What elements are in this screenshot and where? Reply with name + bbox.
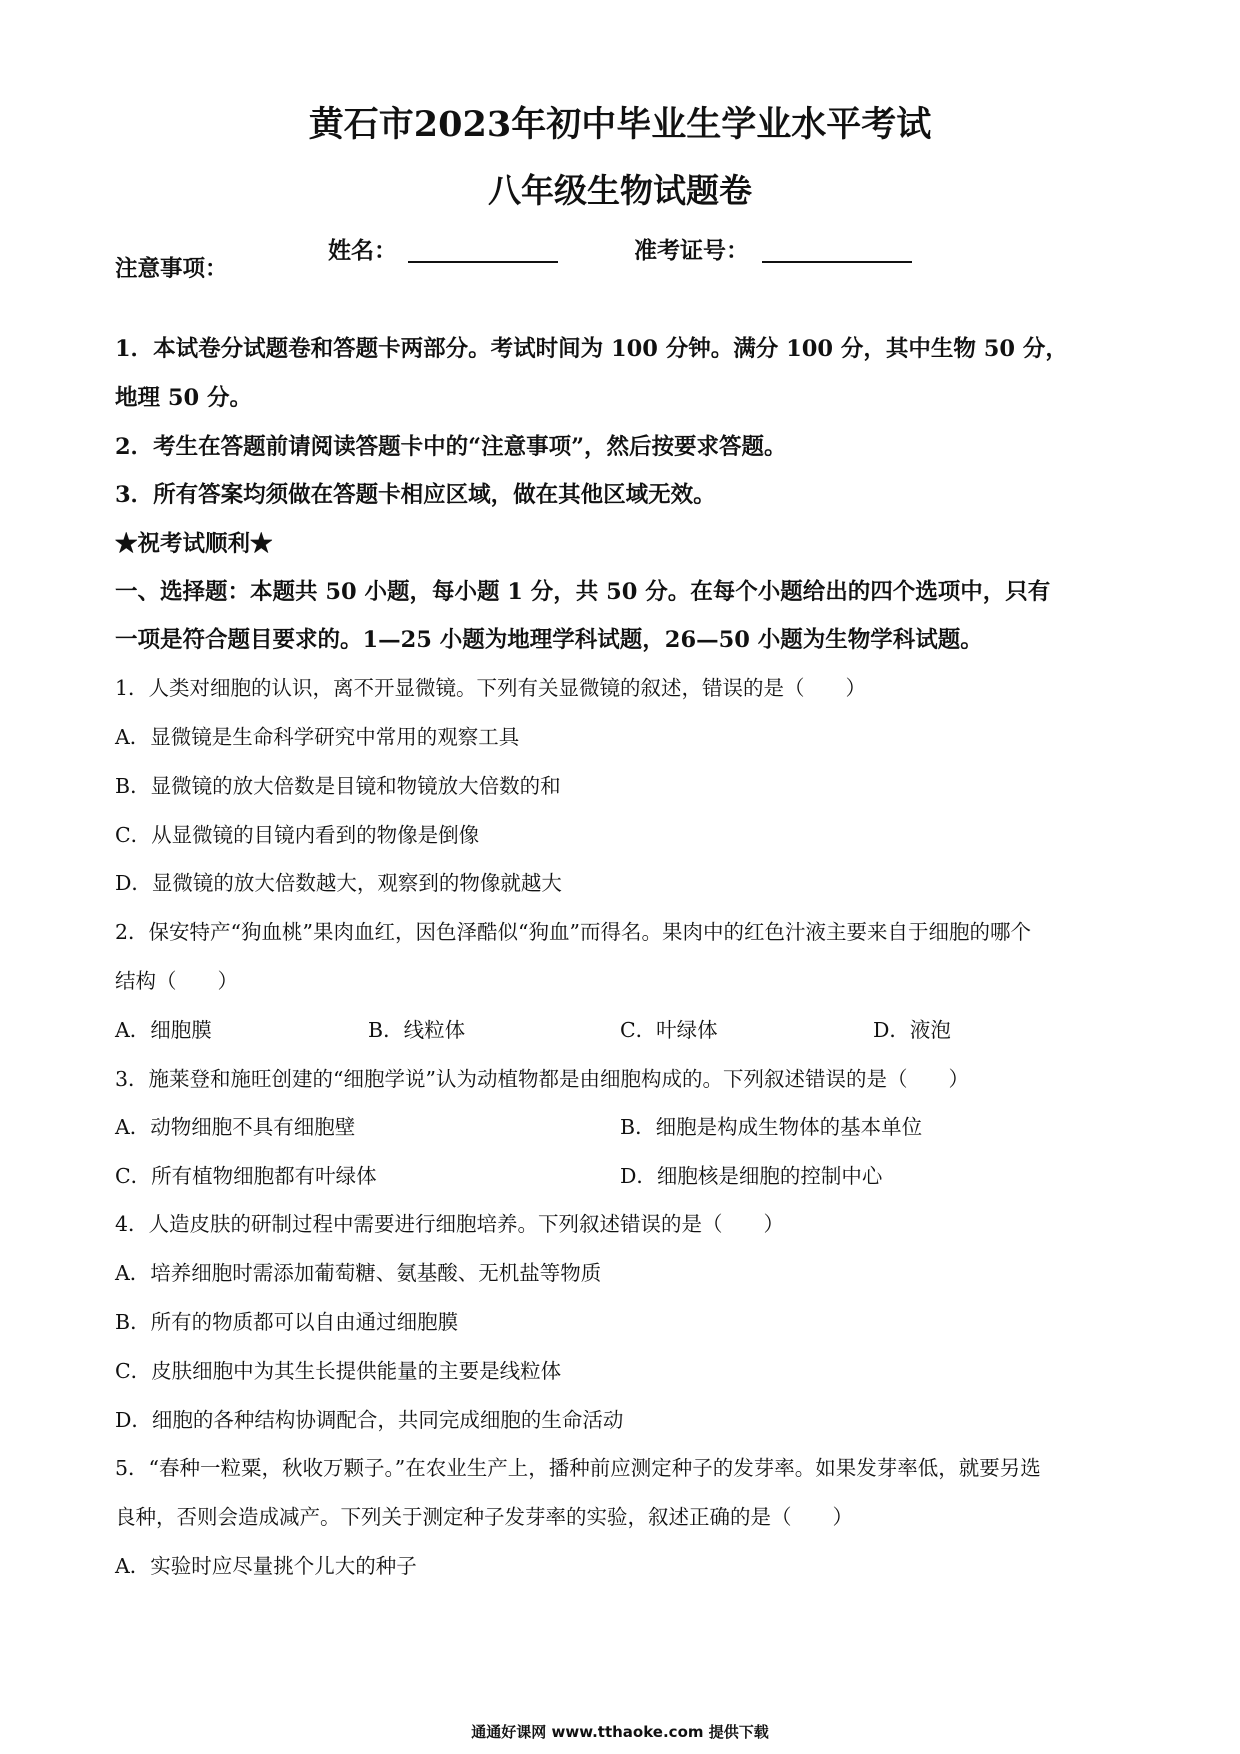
question-4-option-b: B．所有的物质都可以自由通过细胞膜 (115, 1310, 459, 1334)
notice-item-1-line-1: 1．本试卷分试题卷和答题卡两部分。考试时间为 100 分钟。满分 100 分，其中生物 50 分， (115, 336, 1068, 362)
exam-number-label: 准考证号： (634, 237, 749, 264)
section-instruction-line-1: 一、选择题：本题共 50 小题，每小题 1 分，共 50 分。在每个小题给出的四个选项中，只有 (115, 579, 1051, 605)
name-blank (408, 233, 558, 263)
question-5-stem-line-2: 良种，否则会造成减产。下列关于测定种子发芽率的实验，叙述正确的是（ ） (115, 1505, 853, 1529)
question-3-option-a: A．动物细胞不具有细胞壁 (115, 1115, 356, 1139)
question-4-option-a: A．培养细胞时需添加葡萄糖、氨基酸、无机盐等物质 (115, 1261, 602, 1285)
question-3-option-d: D．细胞核是细胞的控制中心 (620, 1164, 883, 1188)
notice-item-3: 3．所有答案均须做在答题卡相应区域，做在其他区域无效。 (115, 482, 716, 508)
question-1-option-c: C．从显微镜的目镜内看到的物像是倒像 (115, 823, 480, 847)
exam-title: 黄石市2023年初中毕业生学业水平考试 (308, 104, 932, 145)
question-1-option-a: A．显微镜是生命科学研究中常用的观察工具 (115, 725, 520, 749)
question-4-option-d: D．细胞的各种结构协调配合，共同完成细胞的生命活动 (115, 1408, 624, 1432)
question-1-option-d: D．显微镜的放大倍数越大，观察到的物像就越大 (115, 871, 562, 895)
question-5-option-a: A．实验时应尽量挑个儿大的种子 (115, 1554, 417, 1578)
question-4-option-c: C．皮肤细胞中为其生长提供能量的主要是线粒体 (115, 1359, 562, 1383)
question-3-option-c: C．所有植物细胞都有叶绿体 (115, 1164, 377, 1188)
name-label: 姓名： (328, 237, 397, 264)
question-2-stem-line-1: 2．保安特产“狗血桃”果肉血红，因色泽酷似“狗血”而得名。果肉中的红色汁液主要来自于细胞的哪个 (115, 920, 1031, 944)
question-4-stem: 4．人造皮肤的研制过程中需要进行细胞培养。下列叙述错误的是（ ） (115, 1212, 785, 1236)
notice-heading: 注意事项： (115, 256, 228, 282)
notice-item-1-line-2: 地理 50 分。 (115, 385, 252, 411)
notice-item-2: 2．考生在答题前请阅读答题卡中的“注意事项”，然后按要求答题。 (115, 434, 787, 460)
exam-subtitle: 八年级生物试题卷 (488, 171, 752, 210)
exam-number-blank (762, 233, 912, 263)
section-instruction-line-2: 一项是符合题目要求的。1—25 小题为地理学科试题，26—50 小题为生物学科试题。 (115, 627, 983, 653)
question-3-stem: 3．施莱登和施旺创建的“细胞学说”认为动植物都是由细胞构成的。下列叙述错误的是（ ） (115, 1067, 970, 1091)
question-1-option-b: B．显微镜的放大倍数是目镜和物镜放大倍数的和 (115, 774, 561, 798)
good-luck-line: ★祝考试顺利★ (115, 531, 273, 557)
question-2-option-c: C．叶绿体 (620, 1018, 718, 1042)
question-5-stem-line-1: 5．“春种一粒粟，秋收万颗子。”在农业生产上，播种前应测定种子的发芽率。如果发芽率低，就要另选 (115, 1456, 1041, 1480)
question-1-stem: 1．人类对细胞的认识，离不开显微镜。下列有关显微镜的叙述，错误的是（ ） (115, 676, 867, 700)
question-2-option-b: B．线粒体 (368, 1018, 466, 1042)
footer-source-note: 通通好课网 www.tthaoke.com 提供下载 (471, 1723, 769, 1741)
question-3-option-b: B．细胞是构成生物体的基本单位 (620, 1115, 923, 1139)
question-2-option-a: A．细胞膜 (115, 1018, 212, 1042)
question-2-stem-line-2: 结构（ ） (115, 969, 238, 993)
question-2-option-d: D．液泡 (873, 1018, 951, 1042)
